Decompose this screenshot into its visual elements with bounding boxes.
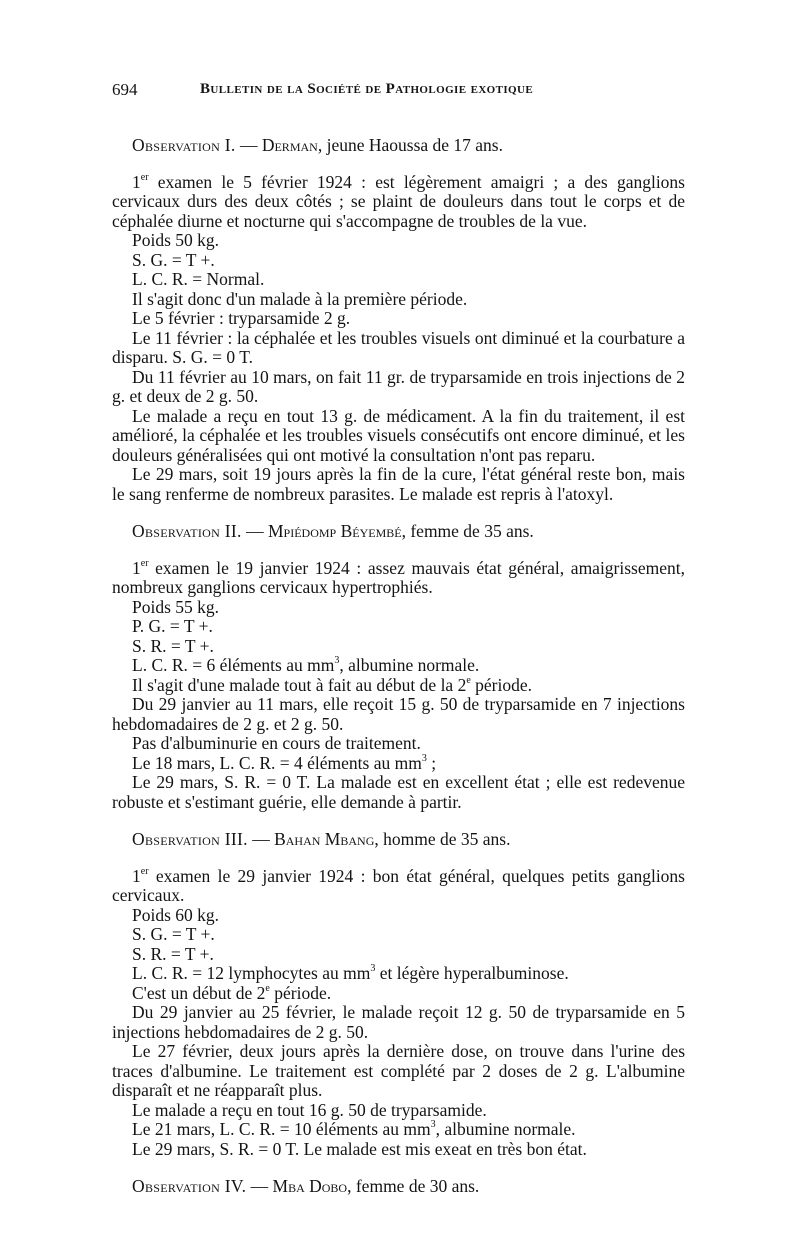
- observation-paragraph: [112, 290, 685, 310]
- observation-paragraph: [112, 407, 685, 466]
- observation-paragraph: [112, 559, 685, 598]
- paragraph-text: Poids 60 kg.: [132, 904, 220, 925]
- observation-paragraph: [112, 676, 685, 696]
- observation-paragraph: [112, 734, 685, 754]
- observation-label: Observation IV.: [132, 1175, 247, 1196]
- paragraph-lead: 1: [132, 171, 141, 192]
- superscript: 3: [334, 655, 340, 667]
- paragraph-lead: L. C. R. = 12 lymphocytes au mm: [132, 963, 371, 983]
- observation-paragraph: [112, 656, 685, 676]
- paragraph-text: Il s'agit donc d'un malade à la première période.: [132, 288, 468, 309]
- paragraph-text: Le 29 mars, S. R. = 0 T. Le malade est mis exeat en très bon état.: [132, 1138, 587, 1159]
- observation-label: Observation II.: [132, 520, 242, 541]
- paragraph-lead: C'est un début de 2: [132, 982, 266, 1003]
- observation-paragraph: [112, 251, 685, 271]
- patient-name: Mba Dobo,: [272, 1175, 352, 1196]
- paragraph-text: et légère hyperalbuminose.: [375, 963, 569, 983]
- paragraph-text: Du 29 janvier au 25 février, le malade reçoit 12 g. 50 de tryparsamide en 5 injections hebdomadaires de 2 g. 50.: [112, 1002, 685, 1042]
- observation-paragraph: [112, 637, 685, 657]
- patient-description: jeune Haoussa de 17 ans.: [326, 134, 503, 155]
- paragraph-text: Le malade a reçu en tout 13 g. de médicament. A la fin du traitement, il est amélioré, la céphalée et les troubles visuels consécutifs ont encore diminué, et les douleurs généralisées qui ont motivé la consultation n'ont pas reparu.: [112, 405, 685, 465]
- patient-name: Mpiédomp Béyembé,: [267, 520, 406, 541]
- paragraph-lead: L. C. R. = 6 éléments au mm: [132, 655, 335, 675]
- observation-label: Observation I.: [132, 134, 236, 155]
- observation-paragraph: [112, 906, 685, 926]
- observation-paragraph: [112, 1042, 685, 1101]
- paragraph-lead: Le 21 mars, L. C. R. = 10 éléments au mm: [132, 1119, 431, 1139]
- observation-label: Observation III.: [132, 828, 248, 849]
- observation-section: [112, 136, 685, 505]
- superscript: er: [140, 557, 149, 569]
- observation-paragraph: [112, 695, 685, 734]
- paragraph-lead: Le 18 mars, L. C. R. = 4 éléments au mm: [132, 752, 422, 773]
- paragraph-text: S. G. = T +.: [132, 249, 215, 270]
- observation-paragraph: [112, 1140, 685, 1160]
- observation-paragraph: [112, 754, 685, 774]
- observation-paragraph: [112, 617, 685, 637]
- paragraph-text: Le 29 mars, S. R. = 0 T. La malade est en excellent état ; elle est redevenue robuste et s'estimant guérie, elle demande à partir.: [112, 772, 685, 812]
- paragraph-text: Poids 55 kg.: [132, 596, 220, 617]
- page-header: [112, 80, 682, 104]
- paragraph-lead: 1: [132, 557, 141, 578]
- observation-section: [112, 522, 685, 813]
- patient-description: femme de 30 ans.: [355, 1175, 480, 1196]
- paragraph-text: Le 5 février : tryparsamide 2 g.: [132, 308, 351, 328]
- observation-heading: [112, 136, 685, 156]
- superscript: 3: [421, 752, 427, 764]
- paragraph-text: Pas d'albuminurie en cours de traitement.: [132, 733, 421, 753]
- paragraph-text: période.: [470, 674, 533, 695]
- observation-paragraph: [112, 925, 685, 945]
- observation-paragraph: [112, 1003, 685, 1042]
- paragraph-text: Le 27 février, deux jours après la dernière dose, on trouve dans l'urine des traces d'albumine. Le traitement est complété par 2 doses de 2 g. L'albumine disparaît et ne réapparaît plus.: [112, 1041, 685, 1100]
- paragraph-text: P. G. = T +.: [132, 616, 213, 636]
- observation-paragraph: [112, 231, 685, 251]
- observation-section: [112, 1177, 685, 1197]
- observation-paragraph: [112, 173, 685, 232]
- page-number: 694: [112, 80, 138, 99]
- superscript: er: [140, 865, 149, 877]
- paragraph-text: S. G. = T +.: [132, 924, 215, 944]
- paragraph-text: examen le 19 janvier 1924 : assez mauvais état général, amaigrissement, nombreux ganglions cervicaux hypertrophiés.: [112, 557, 685, 597]
- paragraph-text: , albumine normale.: [435, 1119, 576, 1139]
- paragraph-text: Le malade a reçu en tout 16 g. 50 de tryparsamide.: [132, 1099, 487, 1120]
- paragraph-text: Le 29 mars, soit 19 jours après la fin de la cure, l'état général reste bon, mais le sang renferme de nombreux parasites. Le malade est repris à l'atoxyl.: [112, 464, 685, 504]
- observation-paragraph: [112, 945, 685, 965]
- observation-paragraph: [112, 964, 685, 984]
- superscript: e: [265, 982, 270, 994]
- running-title: Bulletin de la Société de Pathologie exotique: [200, 81, 534, 97]
- paragraph-text: Poids 50 kg.: [132, 230, 220, 250]
- observation-heading: [112, 830, 685, 850]
- observation-paragraph: [112, 598, 685, 618]
- observation-section: [112, 830, 685, 1160]
- paragraph-text: S. R. = T +.: [132, 943, 214, 964]
- patient-name: Derman,: [261, 134, 323, 155]
- paragraph-text: ;: [426, 752, 437, 773]
- superscript: 3: [430, 1119, 436, 1131]
- observation-paragraph: [112, 773, 685, 812]
- paragraph-text: L. C. R. = Normal.: [132, 269, 265, 289]
- patient-name: Bahan Mbang,: [274, 828, 379, 849]
- superscript: 3: [370, 963, 376, 975]
- paragraph-text: Du 11 février au 10 mars, on fait 11 gr. de tryparsamide en trois injections de 2 g. et deux de 2 g. 50.: [112, 366, 685, 406]
- observation-paragraph: [112, 465, 685, 504]
- paragraph-text: période.: [269, 982, 332, 1003]
- paragraph-lead: 1: [132, 865, 141, 886]
- patient-description: femme de 35 ans.: [410, 520, 534, 541]
- paragraph-text: examen le 29 janvier 1924 : bon état général, quelques petits ganglions cervicaux.: [112, 865, 685, 905]
- observation-paragraph: [112, 984, 685, 1004]
- observation-paragraph: [112, 867, 685, 906]
- observation-paragraph: [112, 368, 685, 407]
- heading-dash: —: [246, 520, 264, 541]
- paragraph-text: S. R. = T +.: [132, 635, 214, 656]
- paragraph-text: Le 11 février : la céphalée et les troubles visuels ont diminué et la courbature a disparu. S. G. = 0 T.: [112, 327, 685, 367]
- superscript: er: [140, 171, 149, 183]
- observation-paragraph: [112, 1120, 685, 1140]
- observation-paragraph: [112, 309, 685, 329]
- paragraph-lead: Il s'agit d'une malade tout à fait au début de la 2: [132, 674, 467, 695]
- observation-paragraph: [112, 329, 685, 368]
- paragraph-text: Du 29 janvier au 11 mars, elle reçoit 15 g. 50 de tryparsamide en 7 injections hebdomadaires de 2 g. et 2 g. 50.: [112, 694, 685, 734]
- observation-paragraph: [112, 1101, 685, 1121]
- paragraph-text: , albumine normale.: [339, 655, 480, 675]
- observation-heading: [112, 1177, 685, 1197]
- paragraph-text: examen le 5 février 1924 : est légèrement amaigri ; a des ganglions cervicaux durs des deux côtés ; se plaint de douleurs dans tout le corps et de céphalée diurne et nocturne qui s'accompagne de troubles de la vue.: [112, 171, 685, 231]
- heading-dash: —: [252, 828, 270, 849]
- observation-paragraph: [112, 270, 685, 290]
- patient-description: homme de 35 ans.: [383, 828, 511, 849]
- body-text: [112, 118, 685, 1214]
- heading-dash: —: [250, 1175, 269, 1196]
- superscript: e: [466, 674, 471, 686]
- heading-dash: —: [239, 134, 258, 155]
- observation-heading: [112, 522, 685, 542]
